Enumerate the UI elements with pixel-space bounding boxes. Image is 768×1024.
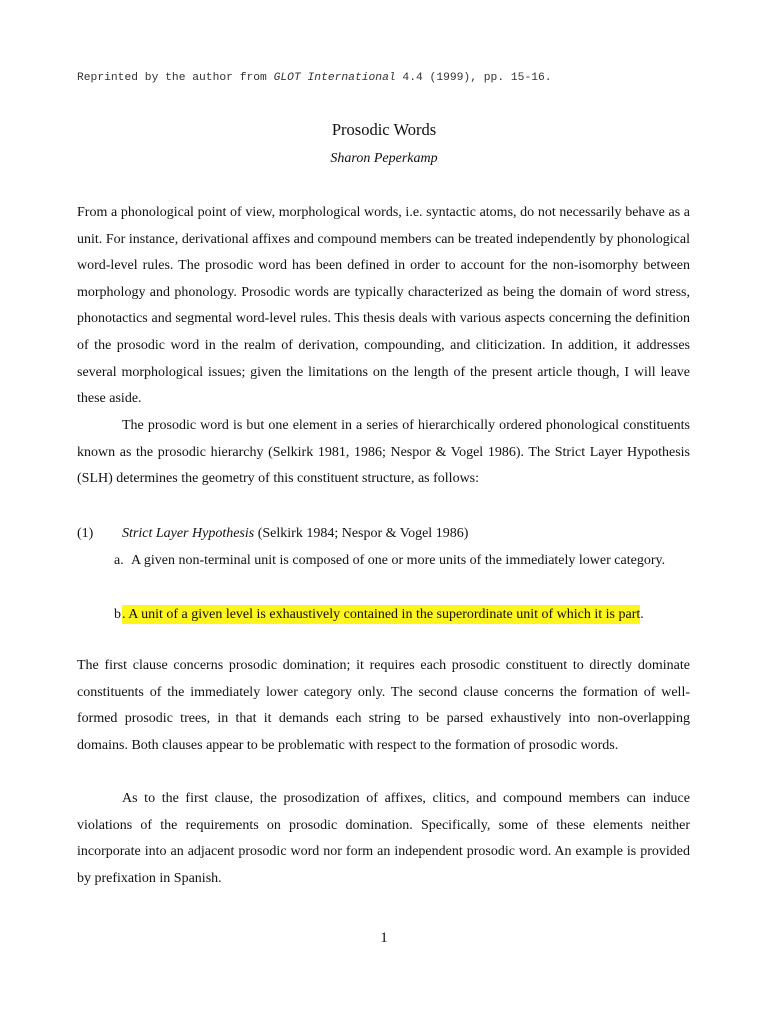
author-name: Sharon Peperkamp bbox=[330, 151, 438, 166]
example-title bbox=[122, 521, 468, 548]
header-suffix: 4.4 (1999), pp. 15-16. bbox=[395, 72, 552, 84]
journal-name: GLOT International bbox=[273, 72, 396, 84]
clause-b-end: . bbox=[640, 607, 644, 622]
example-title-italic: Strict Layer Hypothesis bbox=[122, 526, 255, 541]
clause-a-label: a. bbox=[114, 553, 124, 568]
reprint-header bbox=[77, 72, 552, 84]
header-prefix: Reprinted by the author from bbox=[77, 72, 274, 84]
page-number: 1 bbox=[380, 930, 388, 946]
paragraph-clauses: The first clause concerns prosodic domination; it requires each prosodic constituent to directly dominate constituents of the immediately lower category only. The second clause concerns the formation of well-formed prosodic trees, in that it demands each string to be parsed exhaustively into non-overlapping domains. Both clauses appear to be problematic with respect to the formation of prosodic words. bbox=[77, 658, 690, 753]
clause-b-label: b bbox=[114, 607, 121, 622]
clause-b-highlighted-text[interactable]: . A unit of a given level is exhaustively contained in the superordinate unit of which it is part bbox=[122, 607, 641, 622]
page-title: Prosodic Words bbox=[331, 120, 437, 139]
paragraph-prosodic-hierarchy: The prosodic word is but one element in a series of hierarchically ordered phonological constituents known as the prosodic hierarchy (Selkirk 1981, 1986; Nespor & Vogel 1986). The Strict Layer Hypothesis (SLH) determines the geometry of this constituent structure, as follows: bbox=[77, 418, 690, 487]
clause-a-text: A given non-terminal unit is composed of one or more units of the immediately lower category. bbox=[131, 553, 666, 568]
example-number: (1) bbox=[77, 526, 94, 541]
clause-b bbox=[122, 602, 644, 629]
paragraph-intro: From a phonological point of view, morphological words, i.e. syntactic atoms, do not necessarily behave as a unit. For instance, derivational affixes and compound members can be treated independently by phonological word-level rules. The prosodic word has been defined in order to account for the non-isomorphy between morphology and phonology. Prosodic words are typically characterized as being the domain of word stress, phonotactics and segmental word-level rules. This thesis deals with various aspects concerning the definition of the prosodic word in the realm of derivation, compounding, and cliticization. In addition, it addresses several morphological issues; given the limitations on the length of the present article though, I will leave these aside. bbox=[77, 205, 690, 407]
example-citation: (Selkirk 1984; Nespor & Vogel 1986) bbox=[254, 526, 469, 541]
paragraph-prosodization: As to the first clause, the prosodization of affixes, clitics, and compound members can induce violations of the requirements on prosodic domination. Specifically, some of these elements neither incorporate into an adjacent prosodic word nor form an independent prosodic word. An example is provided by prefixation in Spanish. bbox=[77, 791, 690, 886]
